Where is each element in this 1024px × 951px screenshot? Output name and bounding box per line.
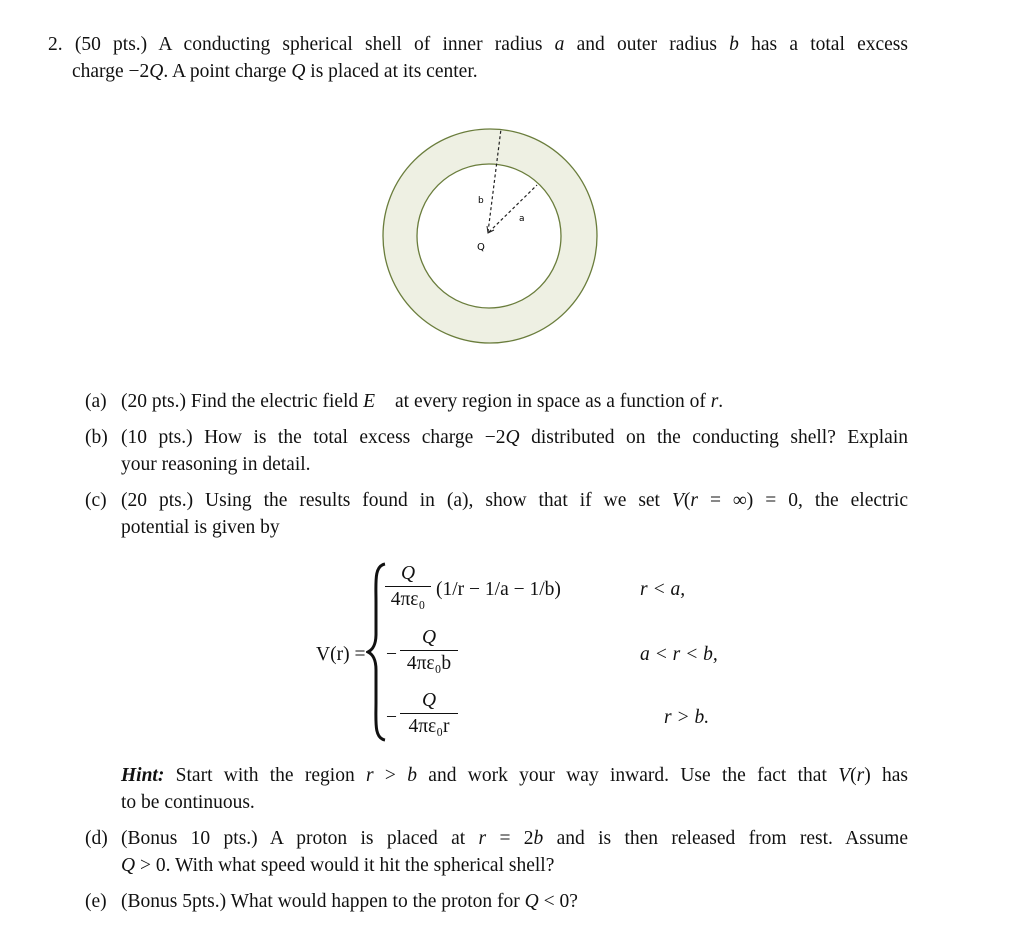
math-variable: r xyxy=(478,828,487,849)
problem-statement-line-1 xyxy=(48,34,908,56)
math-variable: V xyxy=(838,765,851,786)
case1-condition: r < a, xyxy=(640,579,686,600)
part-b-text-1 xyxy=(121,427,908,449)
text-segment: ( xyxy=(850,765,857,786)
math-variable: Q xyxy=(505,427,520,448)
case3-condition: r > b. xyxy=(664,707,710,728)
part-a-label: (a) xyxy=(85,391,107,412)
math-variable: r xyxy=(856,765,865,786)
text-segment: (Bonus 5pts.) What would happen to the proton for xyxy=(121,891,525,912)
text-segment: (20 pts.) Find the electric field xyxy=(121,391,364,412)
text-segment: ( xyxy=(683,490,691,511)
math-variable: Q xyxy=(524,891,539,912)
text-segment: . A point charge xyxy=(163,61,292,82)
case2-condition: a < r < b, xyxy=(640,644,718,665)
part-c-text-1 xyxy=(121,490,908,512)
text-segment: and is then released from rest. Assume xyxy=(543,828,908,849)
text-segment: your reasoning in detail. xyxy=(121,454,311,475)
hint-text-1 xyxy=(121,765,908,787)
text-segment: has a total excess xyxy=(738,34,908,55)
part-a-text xyxy=(121,391,723,413)
math-variable: V xyxy=(671,490,684,511)
part-e-text xyxy=(121,891,578,913)
part-d-text-2 xyxy=(121,855,554,877)
part-d-text-1 xyxy=(121,828,908,850)
math-variable: r xyxy=(366,765,374,786)
part-e-label: (e) xyxy=(85,891,107,912)
label-b: b xyxy=(478,196,484,206)
text-segment: > xyxy=(373,765,408,786)
text-segment: 2. (50 pts.) A conducting spherical shell of inner radius xyxy=(48,34,555,55)
problem-statement-line-2 xyxy=(72,61,478,83)
part-c-text-2 xyxy=(121,517,280,539)
math-variable: Q xyxy=(291,61,306,82)
text-segment: potential is given by xyxy=(121,517,280,538)
case2-sign: − xyxy=(386,644,397,665)
equation-lhs: V(r) = xyxy=(316,644,366,665)
text-segment: at every region in space as a function of xyxy=(390,391,711,412)
math-variable: b xyxy=(533,828,544,849)
spherical-shell-diagram xyxy=(370,115,630,360)
text-segment: and outer radius xyxy=(564,34,730,55)
text-segment: (10 pts.) How is the total excess charge −2 xyxy=(121,427,506,448)
text-segment: and work your way inward. Use the fact that xyxy=(417,765,839,786)
label-q: Q xyxy=(477,242,485,253)
text-segment: to be continuous. xyxy=(121,792,255,813)
text-segment: distributed on the conducting shell? Explain xyxy=(519,427,908,448)
math-variable: r xyxy=(690,490,698,511)
math-variable: Q xyxy=(149,61,164,82)
text-segment: = ∞) = 0, the electric xyxy=(697,490,908,511)
math-variable: b xyxy=(407,765,417,786)
case3-fraction: Q 4πε₀r xyxy=(400,689,458,740)
hint-label: Hint: xyxy=(121,765,165,786)
case1-tail: (1/r − 1/a − 1/b) xyxy=(436,579,561,600)
label-a: a xyxy=(519,214,525,224)
part-d-label: (d) xyxy=(85,828,108,849)
math-variable: E⃗ xyxy=(363,391,391,412)
text-segment: ) has xyxy=(864,765,908,786)
text-segment: < 0? xyxy=(538,891,578,912)
text-segment: charge −2 xyxy=(72,61,150,82)
text-segment: Start with the region xyxy=(164,765,367,786)
text-segment: (20 pts.) Using the results found in (a), show that if we set xyxy=(121,490,672,511)
hint-text-2 xyxy=(121,792,255,814)
case3-sign: − xyxy=(386,707,397,728)
text-segment: = 2 xyxy=(486,828,534,849)
part-b-label: (b) xyxy=(85,427,108,448)
case1-fraction: Q 4πε₀ xyxy=(385,562,431,613)
text-segment: . xyxy=(718,391,724,412)
text-segment: > 0. With what speed would it hit the spherical shell? xyxy=(135,855,555,876)
text-segment: (Bonus 10 pts.) A proton is placed at xyxy=(121,828,479,849)
math-variable: b xyxy=(729,34,739,55)
math-variable: r xyxy=(710,391,719,412)
text-segment: is placed at its center. xyxy=(305,61,478,82)
part-b-text-2 xyxy=(121,454,311,476)
cavity xyxy=(417,164,561,308)
case2-fraction: Q 4πε₀b xyxy=(400,626,458,677)
math-variable: Q xyxy=(121,855,136,876)
part-c-label: (c) xyxy=(85,490,107,511)
math-variable: a xyxy=(554,34,565,55)
